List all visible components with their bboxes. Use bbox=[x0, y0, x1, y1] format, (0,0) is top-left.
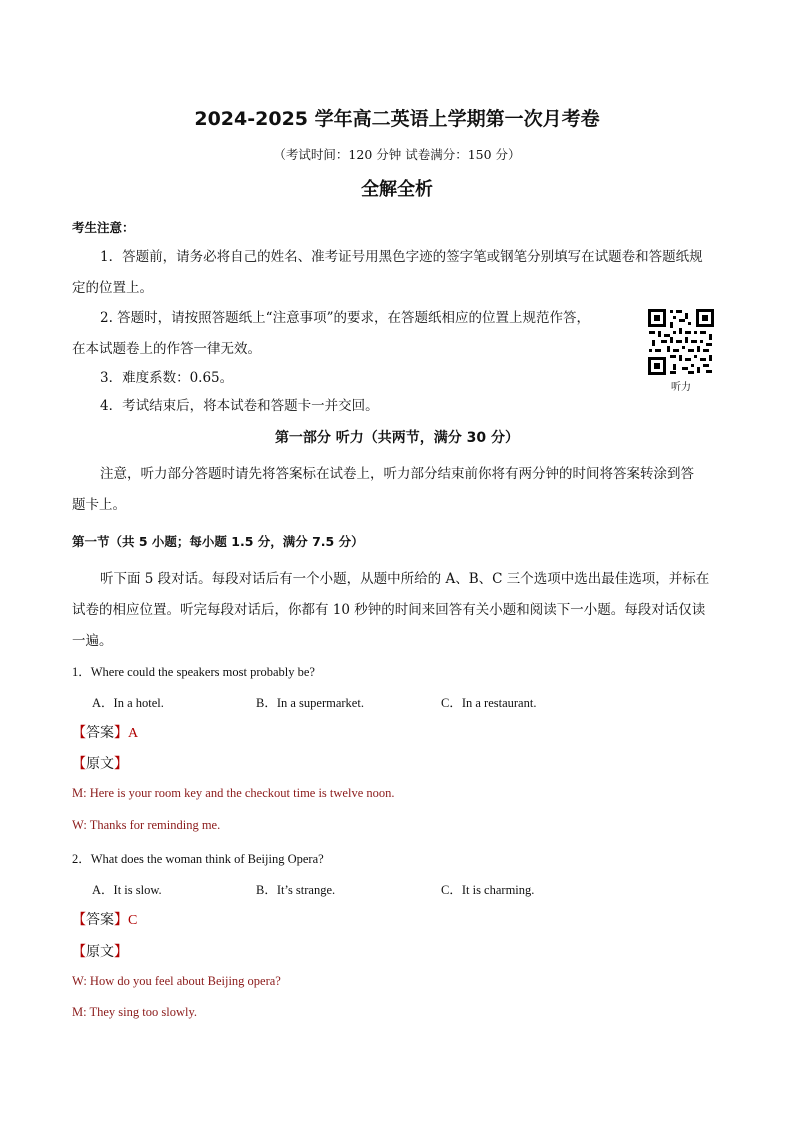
analysis-heading: 全解全析 bbox=[361, 179, 433, 200]
question-1-option-b: B．In a supermarket. bbox=[256, 696, 364, 710]
question-1-answer: 【答案】A bbox=[72, 725, 139, 741]
question-1-transcript-label: 【原文】 bbox=[72, 756, 128, 772]
notice-item-4: 4．考试结束后，将本试卷和答题卡一并交回。 bbox=[100, 398, 379, 414]
question-2-stem: 2．What does the woman think of Beijing Opera? bbox=[72, 852, 324, 866]
transcript-line: W: How do you feel about Beijing opera? bbox=[72, 974, 281, 988]
answer-label: 答案 bbox=[86, 912, 114, 928]
qr-label: 听力 bbox=[671, 382, 691, 393]
section1-intro: 听下面 5 段对话。每段对话后有一个小题，从题中所给的 A、B、C 三个选项中选出最佳选项，并标在 bbox=[100, 571, 710, 587]
answer-value: A bbox=[128, 726, 139, 741]
section1-intro-cont-2: 一遍。 bbox=[72, 633, 113, 649]
notice-title: 考生注意： bbox=[72, 220, 135, 235]
question-1-stem: 1．Where could the speakers most probably be? bbox=[72, 665, 315, 679]
question-2-answer: 【答案】C bbox=[72, 912, 138, 928]
part1-heading: 第一部分 听力（共两节，满分 30 分） bbox=[274, 430, 520, 446]
question-2-option-a: A．It is slow. bbox=[92, 883, 162, 897]
transcript-label: 原文 bbox=[86, 944, 114, 960]
answer-label: 答案 bbox=[86, 725, 114, 741]
section1-heading: 第一节（共 5 小题；每小题 1.5 分，满分 7.5 分） bbox=[72, 534, 364, 549]
transcript-line: M: Here is your room key and the checkout time is twelve noon. bbox=[72, 786, 395, 800]
qr-code-icon[interactable] bbox=[647, 308, 715, 376]
part1-intro: 注意，听力部分答题时请先将答案标在试卷上，听力部分结束前你将有两分钟的时间将答案转涂到答 bbox=[100, 466, 694, 482]
exam-subtitle: （考试时间：120 分钟 试卷满分：150 分） bbox=[273, 147, 521, 162]
section1-intro-cont-1: 试卷的相应位置。听完每段对话后，你都有 10 秒钟的时间来回答有关小题和阅读下一小题。每段对话仅读 bbox=[72, 602, 706, 618]
question-2-option-b: B．It’s strange. bbox=[256, 883, 336, 897]
transcript-line: M: They sing too slowly. bbox=[72, 1005, 198, 1019]
question-2-option-c: C．It is charming. bbox=[441, 883, 535, 897]
question-1-option-a: A．In a hotel. bbox=[92, 696, 164, 710]
part1-intro-cont: 题卡上。 bbox=[72, 497, 126, 513]
notice-item-2-cont: 在本试题卷上的作答一律无效。 bbox=[72, 341, 261, 357]
question-1-option-c: C．In a restaurant. bbox=[441, 696, 537, 710]
question-2-transcript-label: 【原文】 bbox=[72, 944, 128, 960]
notice-item-1-cont: 定的位置上。 bbox=[72, 280, 153, 296]
notice-item-2: 2. 答题时，请按照答题纸上“注意事项”的要求，在答题纸相应的位置上规范作答， bbox=[100, 310, 590, 326]
notice-item-3: 3．难度系数：0.65。 bbox=[100, 370, 234, 386]
exam-title: 2024-2025 学年高二英语上学期第一次月考卷 bbox=[194, 108, 600, 130]
answer-value: C bbox=[128, 913, 138, 928]
notice-item-1: 1．答题前，请务必将自己的姓名、准考证号用黑色字迹的签字笔或钢笔分别填写在试题卷和答题纸规 bbox=[100, 249, 703, 265]
transcript-line: W: Thanks for reminding me. bbox=[72, 818, 221, 832]
transcript-label: 原文 bbox=[86, 756, 114, 772]
